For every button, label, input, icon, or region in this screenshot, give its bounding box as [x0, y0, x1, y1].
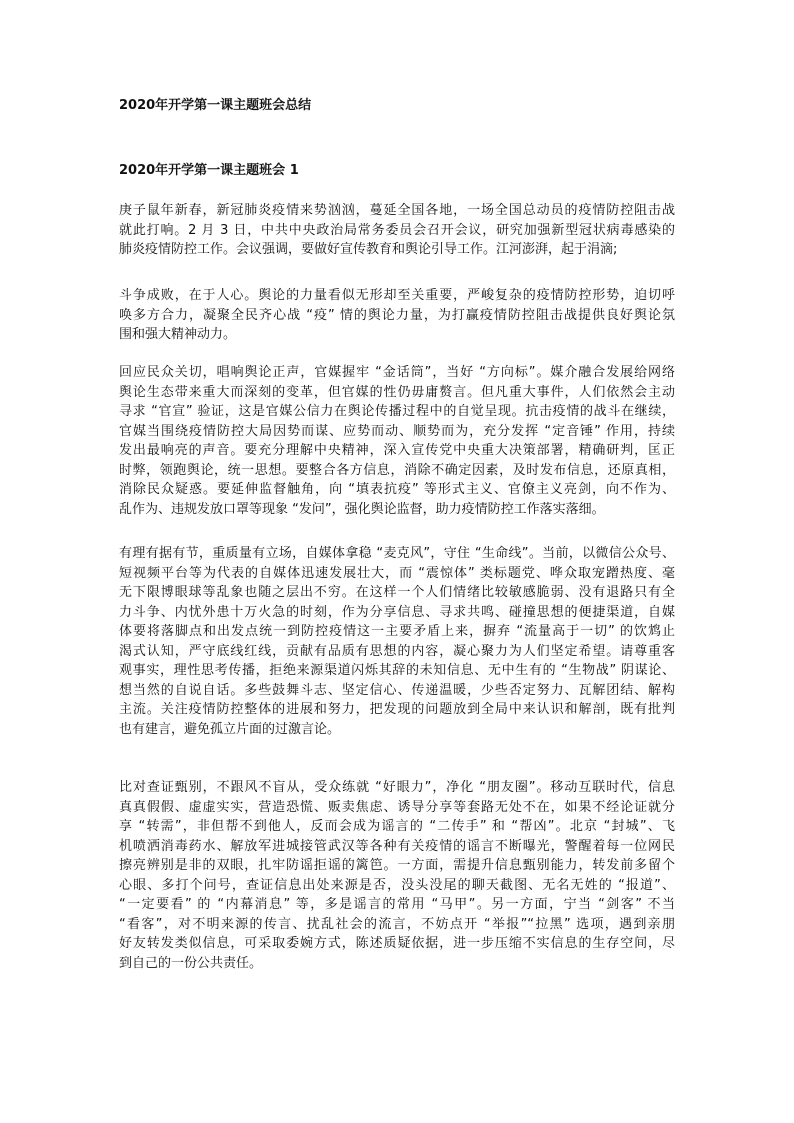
text-line: 观事实，理性思考传播，拒绝来源渠道闪烁其辞的未知信息、无中生有的 “生物战” 阴谋论、	[119, 663, 675, 678]
text-line: 围和强大精神动力。	[119, 327, 237, 342]
text-line: 享 “转需”，非但帮不到他人，反而会成为谣言的 “二传手” 和 “帮凶”。北京 “封城”、飞	[119, 819, 675, 834]
text-line: 也有建言，避免孤立片面的过激言论。	[119, 721, 341, 737]
text-line: 就此打响。2 月 3 日，中共中央政治局常务委员会召开会议，研究加强新型冠状病毒感染的	[119, 222, 675, 238]
text-line: 比对查证甄别，不跟风不盲从，受众练就 “好眼力”，净化 “朋友圈”。移动互联时代，信息	[119, 780, 675, 795]
text-line: 回应民众关切，唱响舆论正声，官媒握牢 “金话筒”，当好 “方向标”。媒介融合发展给网络	[119, 365, 675, 380]
text-line: 舆论生态带来重大而深刻的变革，但官媒的性仍毋庸赘言。但凡重大事件，人们依然会主动	[119, 384, 675, 400]
text-line: “看客”，对不明来源的传言、扰乱社会的流言，不妨点开 “举报”“拉黑” 选项，遇到亲朋	[119, 916, 675, 932]
paragraph	[119, 544, 675, 739]
document-title: 2020年开学第一课主题班会总结	[119, 98, 312, 113]
text-line: 寻求 “官宣” 验证，这是官媒公信力在舆论传播过程中的自觉呈现。抗击疫情的战斗在继续，	[119, 404, 675, 419]
text-line: 主流。关注疫情防控整体的进展和努力，把发现的问题放到全局中来认识和解剖，既有批判	[119, 702, 675, 717]
text-line: 乱作为、违规发放口罩等现象 “发问”，强化舆论监督，助力疫情防控工作落实落细。	[119, 501, 605, 517]
text-line: 短视频平台等为代表的自媒体迅速发展壮大，而 “震惊体” 类标题党、哗众取宠蹭热度、毫	[119, 565, 675, 581]
text-line: 好友转发类似信息，可采取委婉方式，陈述质疑依据，进一步压缩不实信息的生存空间，尽	[119, 936, 675, 951]
text-line: 消除民众疑惑。要延伸监督触角，向 “填表抗疫” 等形式主义、官僚主义亮剑，向不作为、	[119, 482, 675, 497]
section-heading: 2020年开学第一课主题班会 1	[119, 163, 299, 178]
text-line: 擦亮辨别是非的双眼，扎牢防谣拒谣的篱笆。一方面，需提升信息甄别能力，转发前多留个	[119, 858, 675, 873]
text-line: 渴式认知，严守底线红线，贡献有品质有思想的内容，凝心聚力为人们坚定希望。请尊重客	[119, 643, 675, 659]
paragraph	[119, 201, 675, 260]
text-line: 到自己的一份公共责任。	[119, 955, 263, 971]
paragraph	[119, 363, 675, 519]
text-line: 机喷洒消毒药水、解放军进城接管武汉等各种有关疫情的谣言不断曝光，警醒着每一位网民	[119, 838, 675, 854]
text-line: 想当然的自说自话。多些鼓舞斗志、坚定信心、传递温暖，少些否定努力、瓦解团结、解构	[119, 682, 675, 698]
text-line: 真真假假、虚虚实实，营造恐慌、贩卖焦虑、诱导分享等套路无处不在，如果不经论证就分	[119, 799, 675, 815]
text-line: 体要将落脚点和出发点统一到防控疫情这一主要矛盾上来，摒弃 “流量高于一切” 的饮鸩止	[119, 624, 675, 639]
text-line: 发出最响亮的声音。要充分理解中央精神，深入宣传党中央重大决策部署，精确研判，匡正	[119, 443, 675, 458]
text-line: 唤多方合力，凝聚全民齐心战 “疫” 情的舆论力量，为打赢疫情防控阻击战提供良好舆论氛	[119, 307, 675, 323]
text-line: 肺炎疫情防控工作。会议强调，要做好宣传教育和舆论引导工作。江河澎湃，起于涓滴;	[119, 242, 618, 257]
text-line: “一定要看” 的 “内幕消息” 等，多是谣言的常用 “马甲”。另一方面，宁当 “剑客” 不当	[119, 897, 675, 912]
paragraph	[119, 286, 675, 345]
text-line: 庚子鼠年新春，新冠肺炎疫情来势汹汹，蔓延全国各地，一场全国总动员的疫情防控阻击战	[119, 203, 675, 218]
paragraph	[119, 778, 675, 973]
text-line: 官媒当围绕疫情防控大局因势而谋、应势而动、顺势而为，充分发挥 “定音锤” 作用，持续	[119, 423, 675, 439]
text-line: 有理有据有节，重质量有立场，自媒体拿稳 “麦克风”，守住 “生命线”。当前，以微信公众号、	[119, 546, 675, 561]
text-line: 斗争成败，在于人心。舆论的力量看似无形却至关重要，严峻复杂的疫情防控形势，迫切呼	[119, 288, 675, 303]
text-line: 时弊，领跑舆论，统一思想。要整合各方信息，消除不确定因素，及时发布信息，还原真相，	[119, 462, 675, 478]
text-line: 力斗争、内忧外患十万火急的时刻，作为分享信息、寻求共鸣、碰撞思想的便捷渠道，自媒	[119, 604, 675, 620]
text-line: 心眼、多打个问号，查证信息出处来源是否，没头没尾的聊天截图、无名无姓的 “报道”、	[119, 877, 675, 893]
text-line: 无下限博眼球等乱象也随之层出不穷。在这样一个人们情绪比较敏感脆弱、没有退路只有全	[119, 585, 675, 600]
